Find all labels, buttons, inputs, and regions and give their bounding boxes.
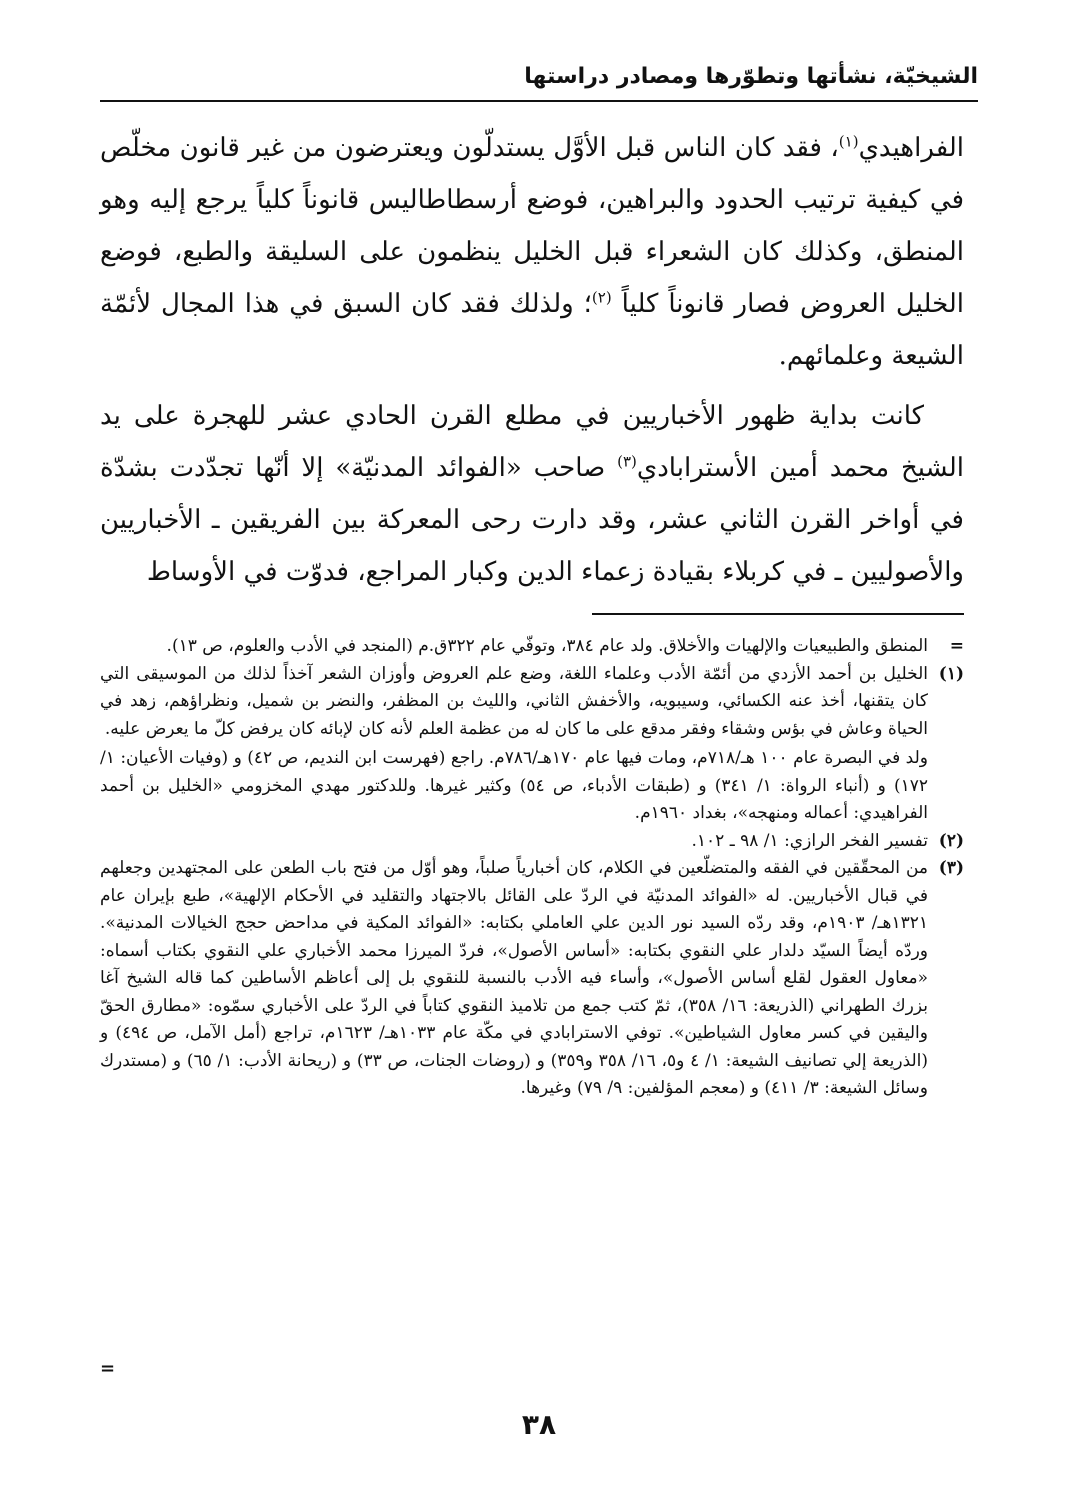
- footnote-ref-1: (١): [838, 132, 859, 151]
- continuation-marker: =: [949, 636, 964, 656]
- footnote-1: (١) الخليل بن أحمد الأزدي من أئمّة الأدب وعلماء اللغة، وضع علم العروض وأوزان الشعر آخذاً لذلك من الموسيقى التي كان يتقنها، أخذ عنه الكسائي، وسيبويه، والأخفش الثاني، والليث بن المظفر، والنضر بن شميل، ونظراؤهم، زهد في الحياة وعاش في بؤس وشقاء وفقر مدقع على ما كان له من عظمة العلم لأنه كان لإبائه كان يرفض كلّ ما يعرض عليه. ولد في البصرة عام ١٠٠ هـ/٧١٨م، ومات فيها عام ١٧٠هـ/٧٨٦م. راجع (فهرست ابن النديم، ص ٤٢) و (وفيات الأعيان: ١/ ١٧٢) و (أنباء الرواة: ١/ ٣٤١) و (طبقات الأدباء، ص ٥٤) وكثير غيرها. وللدكتور مهدي المخزومي «الخليل بن أحمد الفراهيدي: أعماله ومنهجه»، بغداد ١٩٦٠م.: [100, 661, 964, 828]
- footnote-number: (٣): [938, 858, 964, 878]
- footnote-divider: [592, 613, 964, 615]
- footnote-ref-2: (٢): [591, 288, 612, 307]
- body-paragraph: كانت بداية ظهور الأخباريين في مطلع القرن الحادي عشر للهجرة على يد الشيخ محمد أمين الأسترابادي$^{(٣)}$ صاحب «الفوائد المدنيّة» إلا أنّها تجدّدت بشدّة في أواخر القرن الثاني عشر، وقد دارت رحى المعركة بين الفريقين ـ الأخباريين والأصوليين ـ في كربلاء بقيادة زعماء الدين وكبار المراجع، فدوّت في الأوساط: [100, 401, 964, 587]
- footnote-number: (٢): [938, 830, 964, 851]
- footnote-continuation: = المنطق والطبيعيات والإلهيات والأخلاق. ولد عام ٣٨٤، وتوفّي عام ٣٢٢ق.م (المنجد في الأدب والعلوم، ص ١٣).: [100, 633, 964, 661]
- footnote-3: (٣) من المحقّقين في الفقه والمتضلّعين في الكلام، كان أخبارياً صلباً، وهو أوّل من فتح باب الطعن على المجتهدين وجعلهم في قبال الأخباريين. له «الفوائد المدنيّة في الردّ على القائل بالاجتهاد والتقليد في الأحكام الإلهية»، طبع بإيران عام ١٣٢١هـ/ ١٩٠٣م، وقد ردّه السيد نور الدين علي العاملي بكتابه: «الفوائد المكية في مداحض حجج الخيالات المدنية». وردّه أيضاً السيّد دلدار علي النقوي بكتابه: «أساس الأصول»، فردّ الميرزا محمد الأخباري علي النقوي بكتاب أسماه: «معاول العقول لقلع أساس الأصول»، وأساء فيه الأدب بالنسبة للنقوي بل إلى أعاظم الأساطين كما قاله الشيخ آغا بزرك الطهراني (الذريعة: ١٦/ ٣٥٨)، ثمّ كتب جمع من تلاميذ النقوي كتاباً في الردّ على الأخباري سمّوه: «مطارق الحقّ واليقين في كسر معاول الشياطين». توفي الاسترابادي في مكّة عام ١٠٣٣هـ/ ١٦٢٣م، تراجع (أمل الآمل، ص ٤٩٤) و (الذريعة إلي تصانيف الشيعة: ١/ ٤ و٥، ١٦/ ٣٥٨ و٣٥٩) و (روضات الجنات، ص ٣٣) و (ريحانة الأدب: ١/ ٦٥) و (مستدرك وسائل الشيعة: ٣/ ٤١١) و (معجم المؤلفين: ٩/ ٧٩) وغيرها.: [100, 855, 964, 1103]
- body-paragraph: الفراهيدي$^{(١)}$، فقد كان الناس قبل الأوَّل يستدلّون ويعترضون من غير قانون مخلّص في كيفية ترتيب الحدود والبراهين، فوضع أرسطاطاليس قانوناً كلياً يرجع إليه وهو المنطق، وكذلك كان الشعراء قبل الخليل ينظمون على السليقة والطبع، فوضع الخليل العروض فصار قانوناً كلياً $^{(٢)}$؛ ولذلك فقد كان السبق في هذا المجال لأئمّة الشيعة وعلمائهم.: [100, 132, 965, 371]
- footnote-2: (٢) تفسير الفخر الرازي: ١/ ٩٨ ـ ١٠٢.: [100, 828, 964, 856]
- page-number: ٣٨: [521, 1408, 557, 1441]
- footnotes: [100, 633, 964, 1103]
- footnote-number: (١): [938, 663, 964, 684]
- footnote-continues-marker: =: [100, 1358, 116, 1379]
- running-header: الشيخيّة، نشأتها وتطوّرها ومصادر دراستها: [100, 60, 978, 102]
- main-text: [100, 122, 964, 606]
- footnote-ref-3: (٣): [617, 452, 637, 471]
